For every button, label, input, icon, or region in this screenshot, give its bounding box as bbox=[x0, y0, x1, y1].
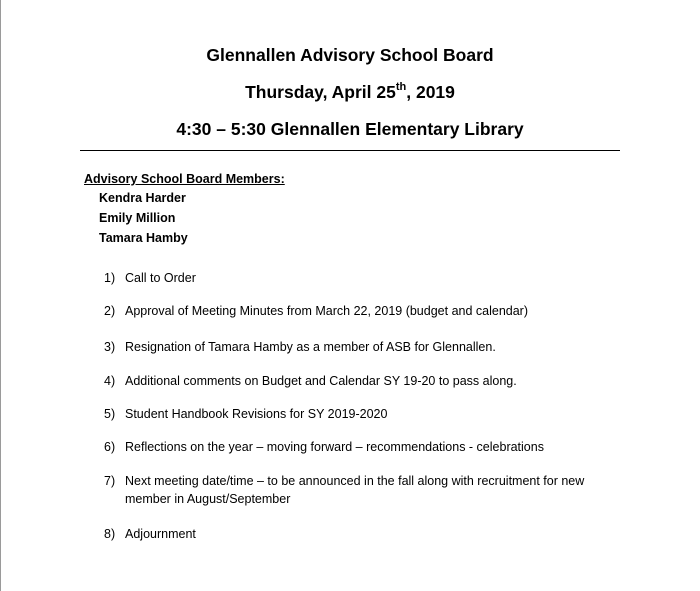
agenda-item-text: Reflections on the year – moving forward – recommendations - celebrations bbox=[125, 440, 544, 454]
agenda-item-number: 1) bbox=[104, 271, 116, 285]
member-name: Emily Million bbox=[99, 211, 176, 225]
meeting-time-location: 4:30 – 5:30 Glennallen Elementary Library bbox=[176, 119, 524, 139]
agenda-item-number: 4) bbox=[104, 374, 116, 388]
meeting-date-main: Thursday, April 25 bbox=[245, 82, 396, 102]
agenda-item-number: 3) bbox=[104, 340, 116, 354]
agenda-item-text: Additional comments on Budget and Calendar SY 19-20 to pass along. bbox=[125, 374, 517, 388]
agenda-item-number: 5) bbox=[104, 407, 116, 421]
meeting-date bbox=[0, 81, 700, 103]
agenda-item-text: Next meeting date/time – to be announced in the fall along with recruitment for new member in August/September bbox=[125, 474, 585, 506]
agenda-item-text: Resignation of Tamara Hamby as a member of ASB for Glennallen. bbox=[125, 340, 496, 354]
agenda-item-text: Call to Order bbox=[125, 271, 196, 285]
agenda-item-number: 7) bbox=[104, 474, 116, 488]
meeting-date-suffix: th bbox=[395, 81, 407, 94]
agenda-item-number: 8) bbox=[104, 527, 116, 541]
agenda-item-number: 6) bbox=[104, 440, 116, 454]
member-name: Tamara Hamby bbox=[99, 231, 188, 245]
header-divider bbox=[80, 150, 620, 151]
document-title: Glennallen Advisory School Board bbox=[206, 45, 494, 65]
agenda-item-text: Approval of Meeting Minutes from March 22, 2019 (budget and calendar) bbox=[125, 304, 529, 318]
member-name: Kendra Harder bbox=[99, 191, 186, 205]
members-heading: Advisory School Board Members: bbox=[84, 172, 285, 186]
agenda-item-text: Student Handbook Revisions for SY 2019-2020 bbox=[125, 407, 388, 421]
meeting-date-year: , 2019 bbox=[406, 82, 455, 102]
agenda-item-text: Adjournment bbox=[125, 527, 196, 541]
agenda-item-number: 2) bbox=[104, 304, 116, 318]
